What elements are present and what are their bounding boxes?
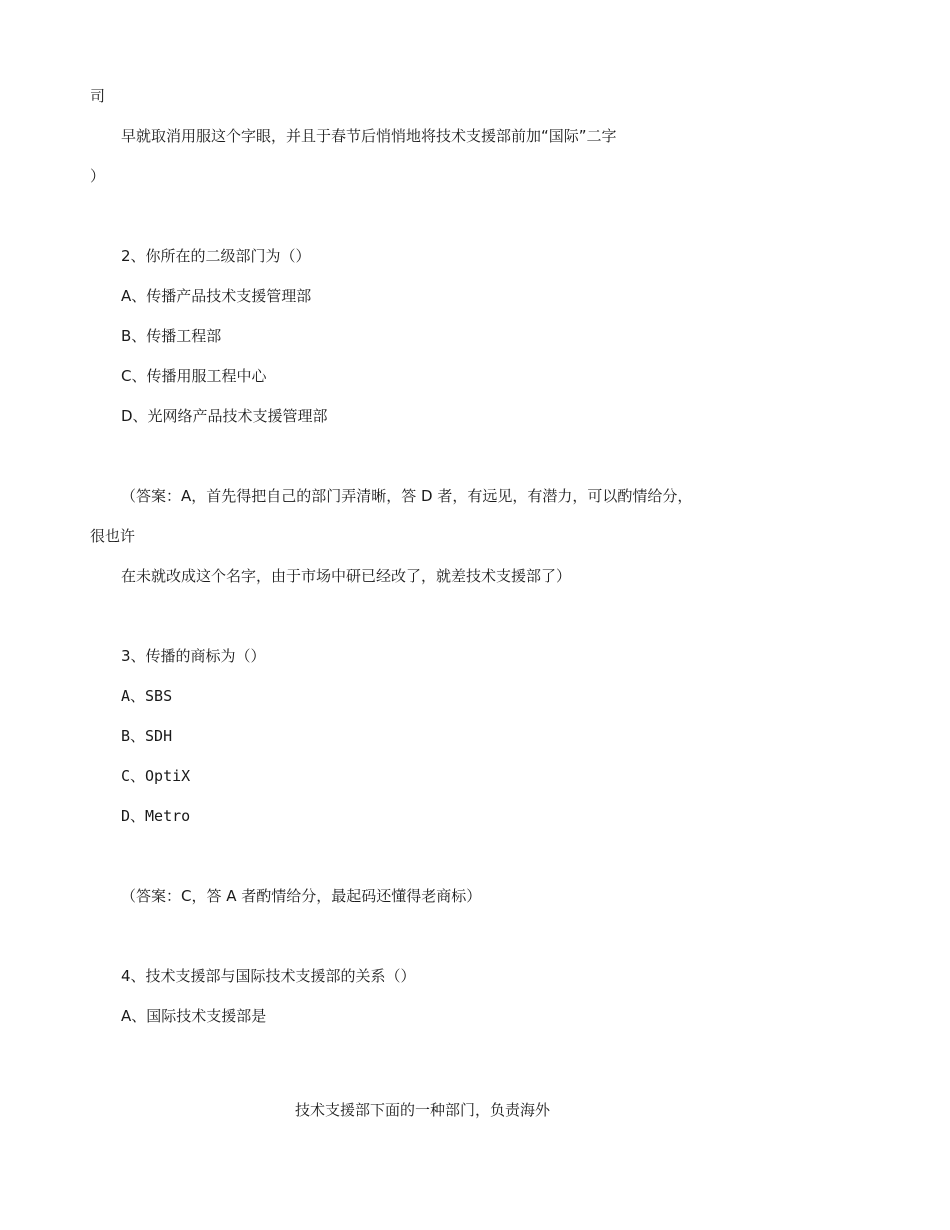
question-2-option-b: B、传播工程部	[121, 327, 222, 345]
question-2-answer-line-2: 很也许	[90, 527, 136, 545]
question-4-option-a-continuation: 技术支援部下面的一种部门，负责海外	[295, 1101, 551, 1119]
question-2-answer-line-3: 在未就改成这个名字，由于市场中研已经改了，就差技术支援部了）	[121, 567, 572, 585]
question-3-option-a: A、SBS	[121, 687, 173, 705]
question-4: 4、技术支援部与国际技术支援部的关系（）	[121, 967, 416, 985]
question-3-option-d: D、Metro	[121, 807, 191, 825]
question-2-option-d: D、光网络产品技术支援管理部	[121, 407, 328, 425]
question-3-option-b: B、SDH	[121, 727, 173, 745]
intro-line-1: 司	[90, 87, 106, 105]
question-3: 3、传播的商标为（）	[121, 647, 266, 665]
question-4-option-a: A、国际技术支援部是	[121, 1007, 267, 1025]
intro-line-2: 早就取消用服这个字眼，并且于春节后悄悄地将技术支援部前加“国际”二字	[121, 127, 617, 145]
question-2-option-c: C、传播用服工程中心	[121, 367, 267, 385]
question-2-option-a: A、传播产品技术支援管理部	[121, 287, 312, 305]
intro-line-3: ）	[90, 167, 106, 185]
question-3-answer: （答案：C，答 A 者酌情给分，最起码还懂得老商标）	[121, 887, 482, 905]
question-2: 2、你所在的二级部门为（）	[121, 247, 311, 265]
question-3-option-c: C、OptiX	[121, 767, 191, 785]
question-2-answer-line-1: （答案：A，首先得把自己的部门弄清晰，答 D 者，有远见，有潜力，可以酌情给分，	[121, 487, 693, 505]
